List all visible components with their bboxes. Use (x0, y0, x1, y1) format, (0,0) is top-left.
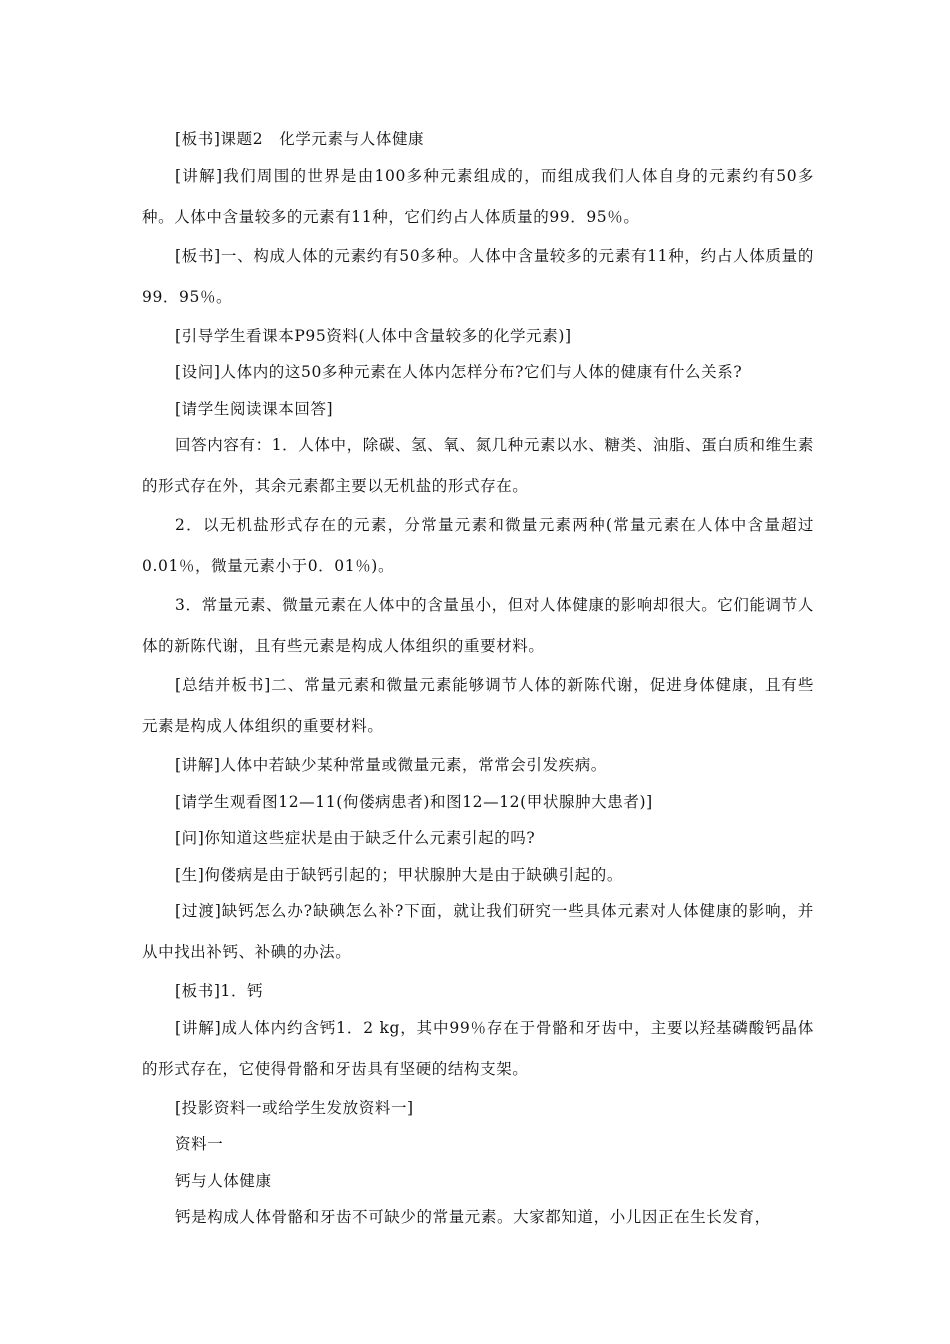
paragraph-answer-one: 回答内容有：1．人体中，除碳、氢、氧、氮几种元素以水、糖类、油脂、蛋白质和维生素的形式存在外，其余元素都主要以无机盐的形式存在。 (142, 436, 814, 495)
paragraph-summary-board: [总结并板书]二、常量元素和微量元素能够调节人体的新陈代谢，促进身体健康，且有些元素是构成人体组织的重要材料。 (142, 676, 814, 735)
paragraph-material-title: 钙与人体健康 (175, 1171, 272, 1190)
paragraph-student-answer: [生]佝偻病是由于缺钙引起的；甲状腺肿大是由于缺碘引起的。 (175, 865, 623, 884)
paragraph-explain-disease: [讲解]人体中若缺少某种常量或微量元素，常常会引发疾病。 (175, 756, 607, 774)
paragraph-ask-students: [请学生阅读课本回答] (175, 399, 334, 418)
paragraph-question: [设问]人体内的这50多种元素在人体内怎样分布?它们与人体的健康有什么关系? (175, 363, 743, 381)
paragraph-answer-two: 2．以无机盐形式存在的元素，分常量元素和微量元素两种(常量元素在人体中含量超过0.01％，微量元素小于0．01％)。 (142, 516, 814, 575)
paragraph-explain-calcium: [讲解]成人体内约含钙1．2 kg，其中99％存在于骨骼和牙齿中，主要以羟基磷酸钙晶体的形式存在，它使得骨骼和牙齿具有坚硬的结构支架。 (142, 1018, 814, 1078)
paragraph-question-symptoms: [问]你知道这些症状是由于缺乏什么元素引起的吗? (175, 829, 536, 847)
paragraph-board-title: [板书]课题2 化学元素与人体健康 (175, 130, 425, 148)
paragraph-calcium-health: 钙是构成人体骨骼和牙齿不可缺少的常量元素。大家都知道，小儿因正在生长发育， (175, 1208, 771, 1226)
paragraph-guide-reading: [引导学生看课本P95资料(人体中含量较多的化学元素)] (175, 326, 572, 345)
paragraph-explain-elements: [讲解]我们周围的世界是由100多种元素组成的，而组成我们人体自身的元素约有50多种。人体中含量较多的元素有11种，它们约占人体质量的99．95％。 (142, 166, 814, 226)
paragraph-answer-three: 3．常量元素、微量元素在人体中的含量虽小，但对人体健康的影响却很大。它们能调节人体的新陈代谢，且有些元素是构成人体组织的重要材料。 (142, 596, 814, 655)
paragraph-transition: [过渡]缺钙怎么办?缺碘怎么补?下面，就让我们研究一些具体元素对人体健康的影响，并从中找出补钙、补碘的办法。 (142, 902, 814, 961)
paragraph-board-point-one: [板书]一、构成人体的元素约有50多种。人体中含量较多的元素有11种，约占人体质量的99．95％。 (142, 246, 814, 306)
document-body (142, 121, 814, 1236)
paragraph-board-calcium: [板书]1．钙 (175, 982, 264, 1000)
paragraph-view-figures: [请学生观看图12—11(佝偻病患者)和图12—12(甲状腺肿大患者)] (175, 792, 653, 811)
paragraph-projection: [投影资料一或给学生发放资料一] (175, 1098, 414, 1117)
paragraph-material-one: 资料一 (175, 1135, 224, 1153)
